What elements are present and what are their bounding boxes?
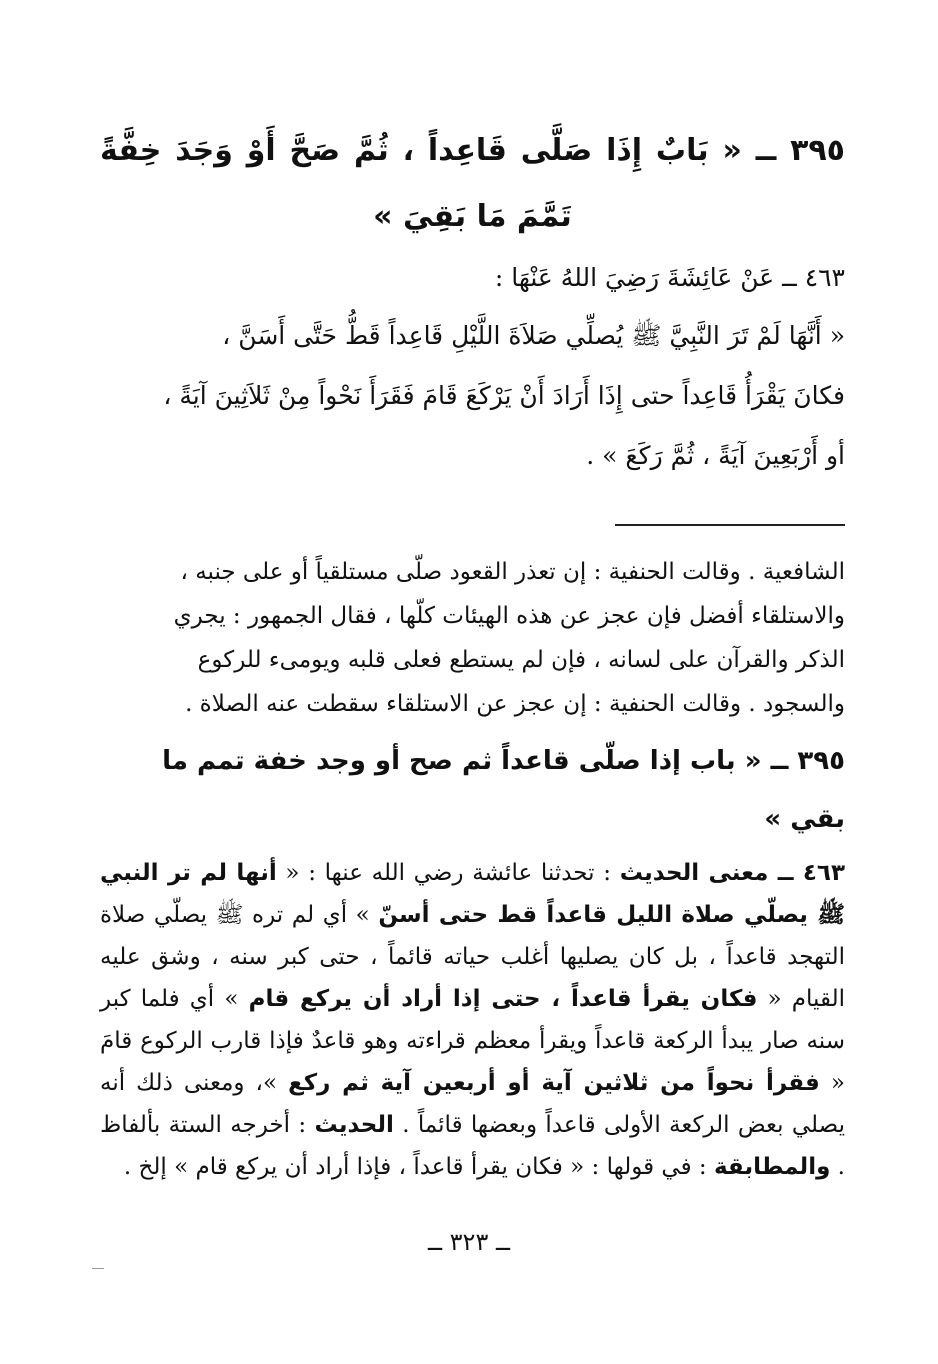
- hadith-line: أو أَرْبَعِينَ آيَةً ، ثُمَّ رَكَعَ » .: [586, 441, 845, 470]
- scan-mark: [92, 1268, 104, 1269]
- footnote-divider-wrap: [100, 486, 845, 550]
- quoted-hadith: أنها لم تر النبي ﷺ يصلّي صلاة الليل قاعداً قط حتى أسنّ: [100, 860, 845, 928]
- footnote-commentary: [100, 550, 845, 726]
- hadith-header: ٤٦٣ ــ عَنْ عَائِشَةَ رَضِيَ اللهُ عَنْهَا :: [494, 263, 845, 292]
- explanation-text: : تحدثنا عائشة رضي الله عنها : «: [276, 860, 620, 886]
- footnote-divider: [615, 524, 845, 526]
- explanation-text: » أي فلما كبر سنه صار يبدأ الركعة قاعداً ويقرأ معظم قراءته وهو قاعدٌ فإذا قارب الركوع قامَ «: [100, 986, 845, 1096]
- hadith-line: فكانَ يَقْرَأُ قَاعِداً حتى إِذَا أَرَادَ أَنْ يَرْكَعَ قَامَ فَقَرَأَ نَحْواً مِنْ ثَلاَثِينَ آيَةً ،: [163, 381, 845, 410]
- commentary-line: الشافعية . وقالت الحنفية : إن تعذر القعود صلّى مستلقياً أو على جنبه ،: [180, 559, 845, 585]
- chapter-title: ٣٩٥ ــ « بَابٌ إِذَا صَلَّى قَاعِداً ، ثُمَّ صَحَّ أَوْ وَجَدَ خِفَّةً تَمَّمَ مَا بَقِيَ »: [100, 133, 845, 234]
- commentary-line: والاستلقاء أفضل فإن عجز عن هذه الهيئات كلّها ، فقال الجمهور : يجري: [173, 603, 845, 629]
- hadith-text: [100, 306, 845, 486]
- explanation-text: » أي لم تره ﷺ يصلّي صلاة التهجد قاعداً ، بل كان يصليها أغلب حياته قائماً ، حتى كبر سنه ، وشق عليه القيام «: [100, 902, 845, 1012]
- explanation-text: : أخرجه الستة بألفاظ .: [100, 1112, 845, 1180]
- page-content: [100, 118, 845, 1188]
- hadith-line: « أَنَّهَا لَمْ تَرَ النَّبِيَّ ﷺ يُصلِّي صَلاَةَ اللَّيْلِ قَاعِداً قَطُّ حَتَّى أَسَنَّ ،: [222, 321, 845, 350]
- commentary-line: الذكر والقرآن على لسانه ، فإن لم يستطع فعلى قلبه ويومىء للركوع: [197, 647, 845, 673]
- explanation-text: : في قولها : « فكان يقرأ قاعداً ، فإذا أراد أن يركع قام » إلخ .: [123, 1154, 714, 1180]
- explanation-paragraph: [100, 852, 845, 1188]
- correspondence-label: والمطابقة: [713, 1154, 831, 1180]
- commentary-line: والسجود . وقالت الحنفية : إن عجز عن الاستلقاء سقطت عنه الصلاة .: [185, 691, 845, 717]
- page-number: ــ ٣٢٣ ــ: [427, 1228, 511, 1256]
- section-title: ٣٩٥ ــ « باب إذا صلّى قاعداً ثم صح أو وجد خفة تمم ما بقي »: [162, 746, 845, 834]
- explanation-text: »، ومعنى ذلك أنه يصلي بعض الركعة الأولى قاعداً وبعضها قائماً .: [100, 1070, 846, 1138]
- quoted-hadith: فكان يقرأ قاعداً ، حتى إذا أراد أن يركع قام: [248, 986, 758, 1012]
- quoted-hadith: فقرأ نحواً من ثلاثين آية أو أربعين آية ثم ركع: [288, 1070, 820, 1096]
- hadith-meaning-label: ٤٦٣ ــ معنى الحديث: [619, 860, 846, 886]
- hadith-source-label: الحديث: [314, 1112, 394, 1138]
